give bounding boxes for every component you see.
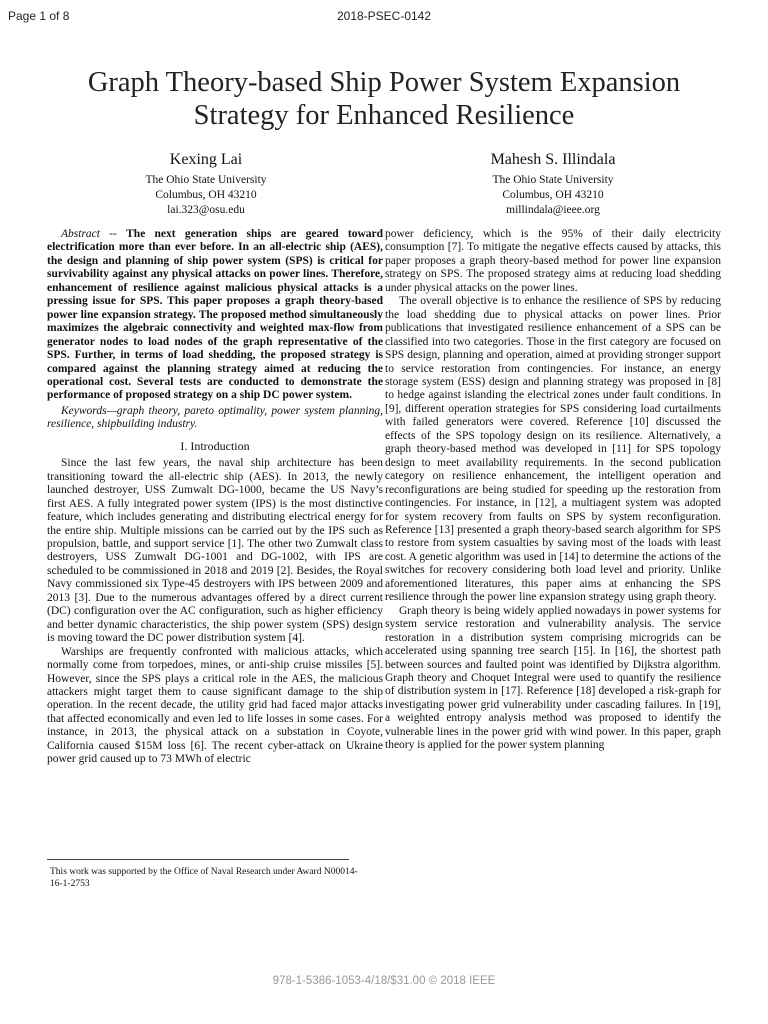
author-email: lai.323@osu.edu	[167, 204, 245, 216]
body-paragraph: Warships are frequently confronted with malicious attacks, which normally come from torpedoes, mines, or anti-ship cruise missiles [5]. However, since the SPS plays a critical role in the AES, the malicious attackers might target them to cause significant damage to the ship operation. In the recent decade, the utility grid had faced major attacks that affected economically and even led to life losses in some cases. For instance, in 2013, the physical attack on a substation in Coyote, California caused $15M loss [6]. The recent cyber-attack on Ukraine power grid caused up to 73 MWh of electric	[47, 645, 383, 766]
footnote: This work was supported by the Office of Naval Research under Award N00014-16-1-2753	[50, 867, 358, 889]
abstract: Abstract -- The next generation ships are geared toward electrification more than ever before. In an all-electric ship (AES), the design and planning of ship power system (SPS) is critical for survivability against any physical attacks on power lines. Therefore, enhancement of resilience against malicious physical attacks is a pressing issue for SPS. This paper proposes a graph theory-based power line expansion strategy. The proposed method simultaneously maximizes the algebraic connectivity and weighted max-flow from generator nodes to load nodes of the graph representative of the SPS. Further, in terms of load shedding, the proposed strategy is compared against the planning strategy aimed at reducing the operational cost. Several tests are conducted to demonstrate the performance of proposed strategy on a ship DC power system.	[47, 228, 383, 402]
author-email: millindala@ieee.org	[506, 204, 600, 216]
author-block-2	[438, 150, 668, 218]
author-block-1	[91, 150, 321, 218]
body-paragraph: power deficiency, which is the 95% of their daily electricity consumption [7]. To mitigate the negative effects caused by attacks, this paper proposes a graph theory-based method for power line expansion strategy on SPS. The proposed strategy aims at reducing load shedding under physical attacks on the power lines.	[385, 228, 721, 294]
body-paragraph: Since the last few years, the naval ship architecture has been transitioning toward the all-electric ship (AES). In 2013, the newly launched destroyer, USS Zumwalt DG-1000, became the US Navy’s first AES. A fully integrated power system (IPS) is the most distinctive feature, which includes generating and distributing electrical energy for the entire ship. Multiple missions can be carried out by the IPS such as propulsion, battle, and support service [1]. The other two Zumwalt class destroyers, USS Zumwalt DG-1001 and DG-1002, with IPS are scheduled to be commissioned in 2018 and 2019 [2]. Besides, the Royal Navy commissioned six Type-45 destroyers with IPS between 2009 and 2013 [3]. Due to the numerous advantages offered by a direct current (DC) configuration over the AC configuration, such as higher efficiency and better dynamic characteristics, the ship power system (SPS) design is moving toward the DC power distribution system [4].	[47, 457, 383, 645]
abstract-text: The next generation ships are geared toward electrification more than ever before. In an all-electric ship (AES), the design and planning of ship power system (SPS) is critical for survivability against any physical attacks on power lines. Therefore, enhancement of resilience against malicious physical attacks is a pressing issue for SPS. This paper proposes a graph theory-based power line expansion strategy. The proposed method simultaneously maximizes the algebraic connectivity and weighted max-flow from generator nodes to load nodes of the graph representative of the SPS. Further, in terms of load shedding, the proposed strategy is compared against the planning strategy aimed at reducing the operational cost. Several tests are conducted to demonstrate the performance of proposed strategy on a ship DC power system.	[47, 228, 383, 402]
author-affiliation: The Ohio State University	[492, 174, 614, 186]
keywords: Keywords—graph theory, pareto optimality, power system planning, resilience, shipbuilding industry.	[47, 404, 383, 431]
author-address: Columbus, OH 43210	[502, 189, 604, 201]
footnote-divider	[47, 859, 349, 860]
author-name: Kexing Lai	[169, 151, 243, 168]
copyright-notice: 978-1-5386-1053-4/18/$31.00 © 2018 IEEE	[272, 975, 496, 987]
author-name: Mahesh S. Illindala	[490, 151, 616, 168]
body-paragraph: Graph theory is being widely applied nowadays in power systems for system service restoration and vulnerability analysis. The service restoration in a distribution system comprising microgrids can be accelerated using spanning tree search [15]. In [16], the shortest path between sources and faulted point was identified by Dijkstra algorithm. Graph theory and Choquet Integral were used to quantify the resilience of distribution system in [17]. Reference [18] developed a risk-graph for investigating power grid vulnerability under cascading failures. In [19], a weighted entropy analysis method was proposed to identify the vulnerable lines in the power grid with wind power. In this paper, graph theory is applied for the power system planning	[385, 604, 721, 752]
section-heading: I. Introduction	[180, 438, 250, 453]
author-affiliation: The Ohio State University	[145, 174, 267, 186]
paper-title: Graph Theory-based Ship Power System Expansion Strategy for Enhanced Resilience	[87, 67, 681, 131]
body-paragraph: The overall objective is to enhance the resilience of SPS by reducing the load shedding due to physical attacks on power lines. Prior publications that investigated resilience enhancement of a SPS can be classified into two categories. Those in the first category are focused on SPS design, planning and operation, aimed at providing stronger support to service restoration from contingencies. For instance, an energy storage system (ESS) design and planning strategy was proposed in [8] to hedge against islanding the electrical zones under fault conditions. In [9], different operation strategies for SPS considering load curtailments with failed generators were covered. Reference [10] discussed the effects of the SPS topology design on its resilience. Alternatively, a graph theory-based method was developed in [11] for SPS topology design to meet availability requirements. In the second publication category on resilience enhancement, the intelligent operation and reconfigurations are being studied for speeding up the restoration from contingencies. For instance, in [12], a multiagent system was adopted for system recovery from faults on SPS by system reconfiguration. Reference [13] presented a graph theory-based search algorithm for SPS to restore from system casualties by saving most of the loads with least cost. A genetic algorithm was used in [14] to determine the actions of the switches for recovery considering both load level and priority. Unlike aforementioned literatures, this paper aims at enhancing the SPS resilience through the power line expansion strategy using graph theory.	[385, 295, 721, 604]
page-number: Page 1 of 8	[8, 9, 70, 23]
author-address: Columbus, OH 43210	[155, 189, 257, 201]
right-column	[385, 228, 721, 753]
document-id: 2018-PSEC-0142	[336, 9, 432, 23]
abstract-label: Abstract	[61, 228, 100, 240]
left-column	[47, 228, 383, 767]
